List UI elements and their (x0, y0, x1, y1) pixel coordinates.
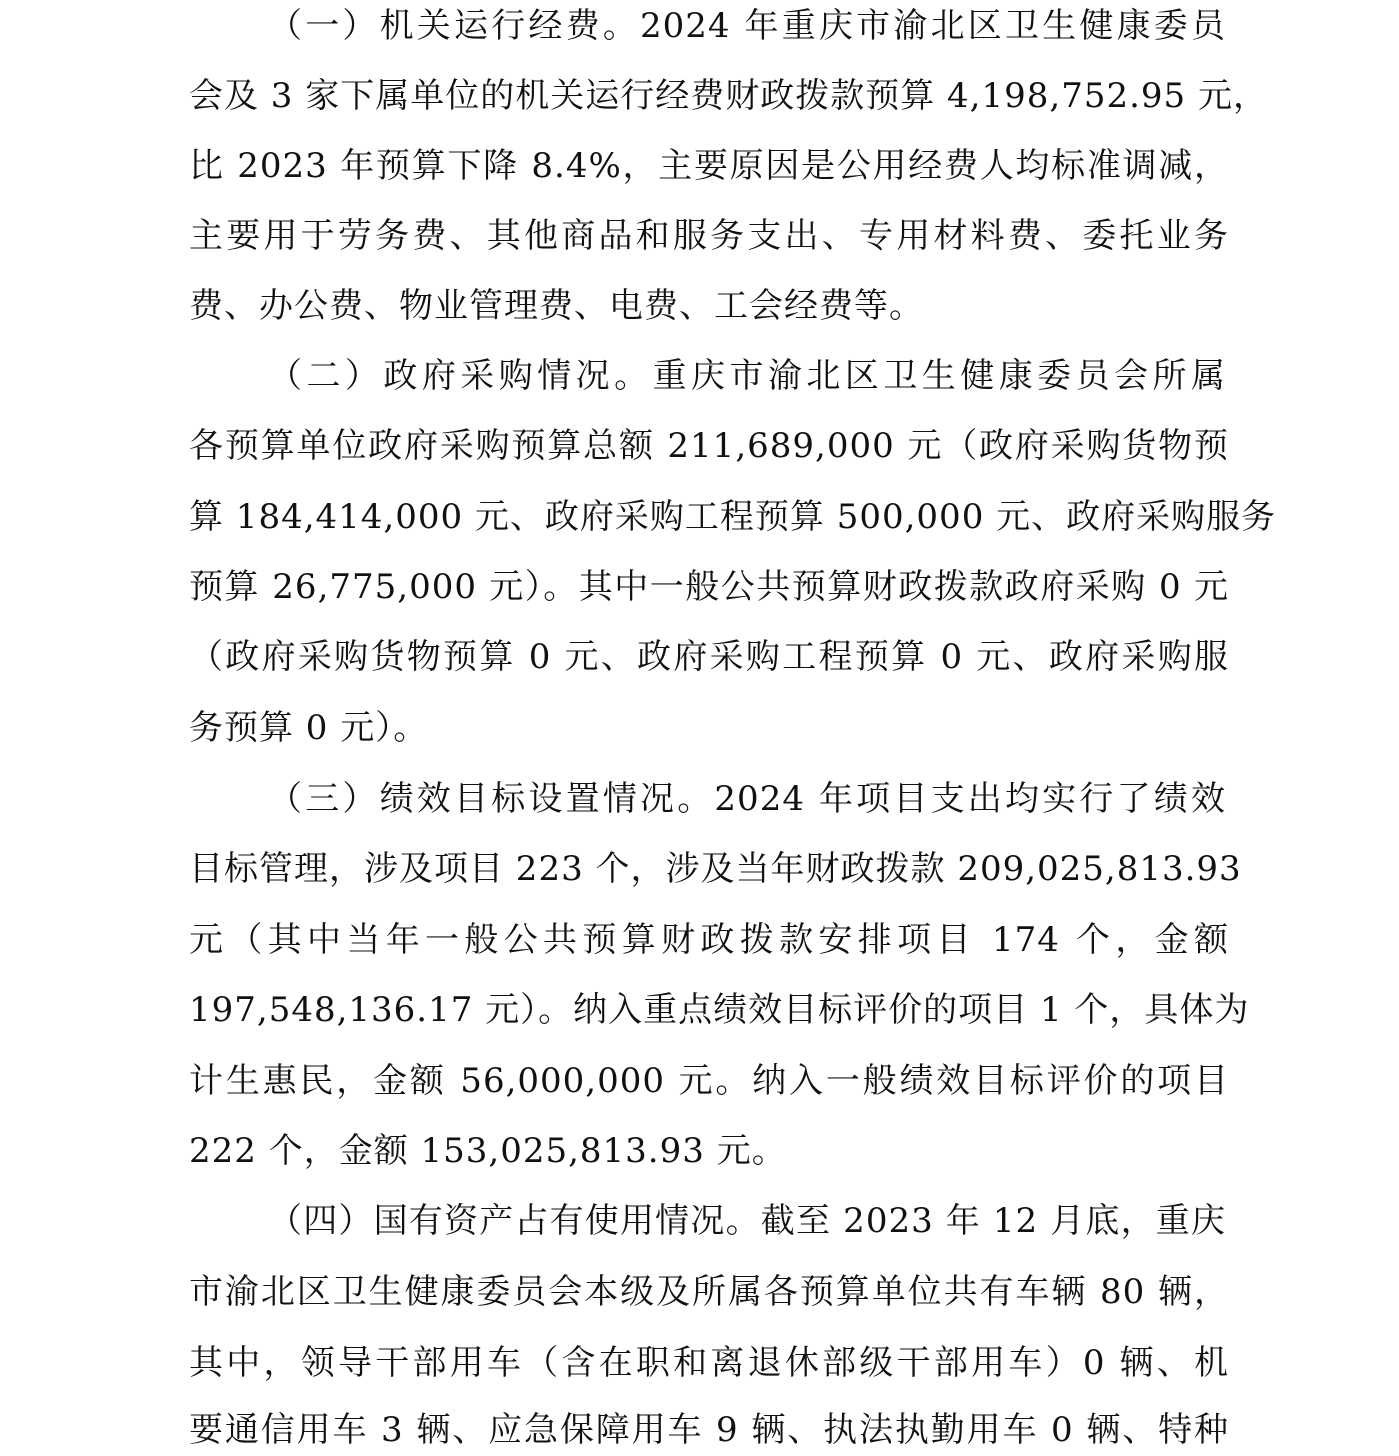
paragraph-2-line-4: 预算 26,775,000 元）。其中一般公共预算财政拨款政府采购 0 元 (189, 567, 1229, 607)
paragraph-3-line-5: 计生惠民，金额 56,000,000 元。纳入一般绩效目标评价的项目 (189, 1061, 1229, 1101)
paragraph-1-line-1: （一）机关运行经费。2024 年重庆市渝北区卫生健康委员 (268, 6, 1226, 46)
paragraph-1-line-4: 主要用于劳务费、其他商品和服务支出、专用材料费、委托业务 (189, 216, 1229, 256)
paragraph-4-line-2: 市渝北区卫生健康委员会本级及所属各预算单位共有车辆 80 辆， (189, 1272, 1229, 1312)
paragraph-1-line-5: 费、办公费、物业管理费、电费、工会经费等。 (189, 286, 924, 326)
paragraph-3-line-4: 197,548,136.17 元）。纳入重点绩效目标评价的项目 1 个，具体为 (189, 990, 1250, 1030)
paragraph-1-line-3: 比 2023 年预算下降 8.4%，主要原因是公用经费人均标准调减， (189, 146, 1229, 186)
paragraph-2-line-2: 各预算单位政府采购预算总额 211,689,000 元（政府采购货物预 (189, 426, 1229, 466)
paragraph-1-line-2: 会及 3 家下属单位的机关运行经费财政拨款预算 4,198,752.95 元， (189, 76, 1268, 116)
paragraph-4-line-1: （四）国有资产占有使用情况。截至 2023 年 12 月底，重庆 (268, 1201, 1226, 1241)
paragraph-2-line-5: （政府采购货物预算 0 元、政府采购工程预算 0 元、政府采购服 (189, 637, 1229, 677)
paragraph-4-line-4: 要通信用车 3 辆、应急保障用车 9 辆、执法执勤用车 0 辆、特种 (189, 1410, 1229, 1450)
paragraph-3-line-6: 222 个，金额 153,025,813.93 元。 (189, 1131, 787, 1171)
paragraph-2-line-1: （二）政府采购情况。重庆市渝北区卫生健康委员会所属 (268, 356, 1226, 396)
paragraph-2-line-3: 算 184,414,000 元、政府采购工程预算 500,000 元、政府采购服务 (189, 497, 1277, 537)
paragraph-3-line-1: （三）绩效目标设置情况。2024 年项目支出均实行了绩效 (268, 779, 1226, 819)
paragraph-4-line-3: 其中，领导干部用车（含在职和离退休部级干部用车）0 辆、机 (189, 1343, 1229, 1383)
paragraph-2-line-6: 务预算 0 元）。 (189, 708, 429, 748)
paragraph-3-line-2: 目标管理，涉及项目 223 个，涉及当年财政拨款 209,025,813.93 (189, 849, 1242, 889)
paragraph-3-line-3: 元（其中当年一般公共预算财政拨款安排项目 174 个，金额 (189, 920, 1229, 960)
